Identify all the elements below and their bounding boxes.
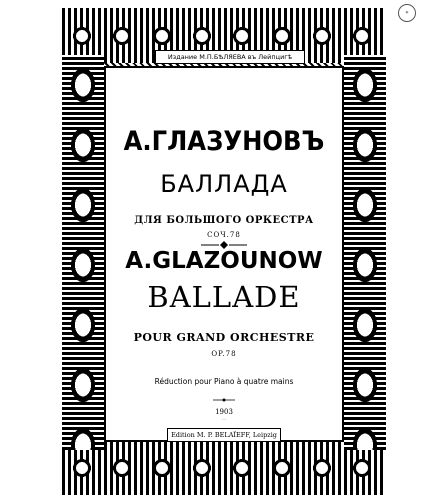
frame-right-column [344,55,386,450]
opus-russian: СОЧ.78 [207,231,241,239]
work-title-latin: BALLADE [147,280,301,314]
arrangement-note: Réduction pour Piano à quatre mains [154,377,294,386]
author-russian: А.ГЛАЗУНОВЪ [123,126,325,157]
library-stamp-icon: ✶ [398,4,416,22]
plate-number: ... [222,416,226,421]
edition-imprint: Edition M. P. BELAÏEFF, Leipzig [167,428,281,442]
work-title-russian: БАЛЛАДА [160,170,288,198]
frame-bottom-ornament [62,442,386,495]
frame-left-column [62,55,104,450]
divider-ornament-icon [199,396,249,404]
publisher-banner: Издание М.П.БѢЛЯЕВА въ Лейпцигѣ [155,50,305,64]
subtitle-russian: ДЛЯ БОЛЬШОГО ОРКЕСТРА [134,215,314,226]
publication-year: 1903 [215,408,233,416]
subtitle-french: POUR GRAND ORCHESTRE [133,331,315,344]
opus-latin: OP.78 [211,350,237,358]
author-latin: A.GLAZOUNOW [125,248,323,274]
